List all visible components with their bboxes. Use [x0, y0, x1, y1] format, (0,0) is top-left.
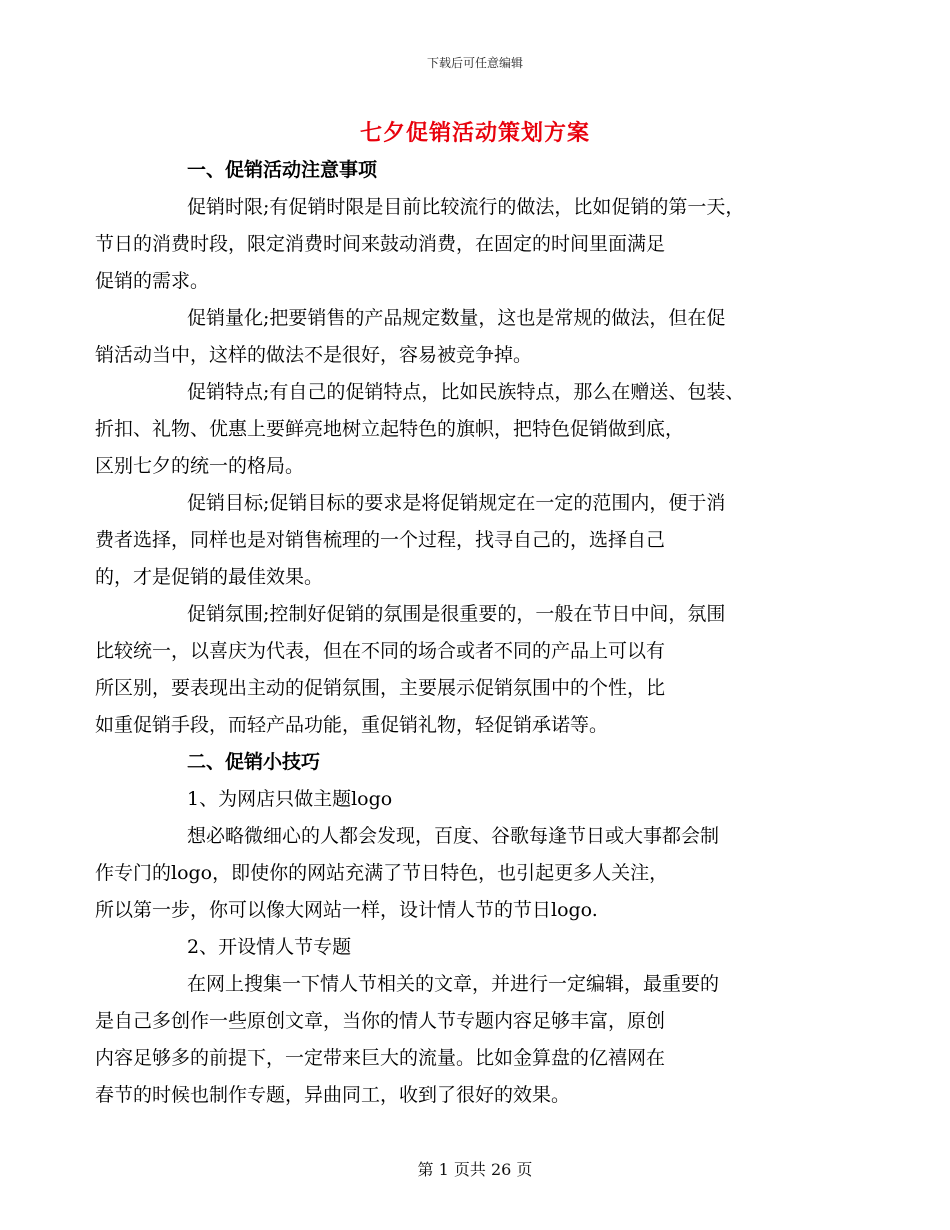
text-line: 的，才是促销的最佳效果。: [95, 566, 324, 588]
text-line: 想必略微细心的人都会发现，百度、谷歌每逢节日或大事都会制: [187, 825, 720, 847]
page-header-note: 下载后可任意编辑: [426, 56, 523, 70]
text-line: 二、促销小技巧: [187, 751, 321, 773]
text-line: 区别七夕的统一的格局。: [95, 455, 305, 477]
body-paragraph: [95, 596, 825, 744]
body-paragraph: [95, 485, 825, 596]
page-number: 第 1 页共 26 页: [417, 1160, 533, 1179]
text-line: 费者选择，同样也是对销售梳理的一个过程，找寻自己的，选择自己: [95, 529, 666, 551]
text-line: 所区别，要表现出主动的促销氛围，主要展示促销氛围中的个性，比: [95, 677, 666, 699]
text-line: 销活动当中，这样的做法不是很好，容易被竞争掉。: [95, 344, 533, 366]
body-paragraph: [95, 189, 825, 300]
text-line: 节日的消费时段，限定消费时间来鼓动消费，在固定的时间里面满足: [95, 233, 666, 255]
body-paragraph: [95, 818, 825, 929]
body-paragraph: [141, 929, 825, 966]
text-line: 是自己多创作一些原创文章，当你的情人节专题内容足够丰富，原创: [95, 1010, 666, 1032]
text-line: 如重促销手段，而轻产品功能，重促销礼物，轻促销承诺等。: [95, 714, 609, 736]
text-line: 促销目标;促销目标的要求是将促销规定在一定的范围内，便于消: [187, 492, 726, 514]
text-line: 促销氛围;控制好促销的氛围是很重要的，一般在节日中间，氛围: [187, 603, 726, 625]
text-line: 在网上搜集一下情人节相关的文章，并进行一定编辑，最重要的: [187, 973, 720, 995]
text-line: 折扣、礼物、优惠上要鲜亮地树立起特色的旗帜，把特色促销做到底，: [95, 418, 685, 440]
text-line: 作专门的logo，即使你的网站充满了节日特色，也引起更多人关注，: [95, 862, 669, 884]
text-line: 春节的时候也制作专题，异曲同工，收到了很好的效果。: [95, 1084, 571, 1106]
text-line: 比较统一，以喜庆为代表，但在不同的场合或者不同的产品上可以有: [95, 640, 666, 662]
text-line: 所以第一步，你可以像大网站一样，设计情人节的节日logo.: [95, 899, 598, 921]
text-line: 促销的需求。: [95, 270, 210, 292]
body-paragraph: [95, 966, 825, 1114]
section-heading: [141, 152, 825, 189]
text-line: 一、促销活动注意事项: [187, 159, 378, 181]
body-paragraph: [141, 781, 825, 818]
text-line: 内容足够多的前提下，一定带来巨大的流量。比如金算盘的亿禧网在: [95, 1047, 666, 1069]
document-body: [95, 152, 825, 1114]
text-line: 2、开设情人节专题: [187, 936, 352, 958]
text-line: 1、为网店只做主题logo: [187, 788, 393, 810]
text-line: 促销时限;有促销时限是目前比较流行的做法，比如促销的第一天，: [187, 196, 745, 218]
section-heading: [141, 744, 825, 781]
body-paragraph: [95, 300, 825, 374]
body-paragraph: [95, 374, 825, 485]
document-title: 七夕促销活动策划方案: [359, 120, 590, 146]
text-line: 促销特点;有自己的促销特点，比如民族特点，那么在赠送、包装、: [187, 381, 745, 403]
text-line: 促销量化;把要销售的产品规定数量，这也是常规的做法，但在促: [187, 307, 726, 329]
